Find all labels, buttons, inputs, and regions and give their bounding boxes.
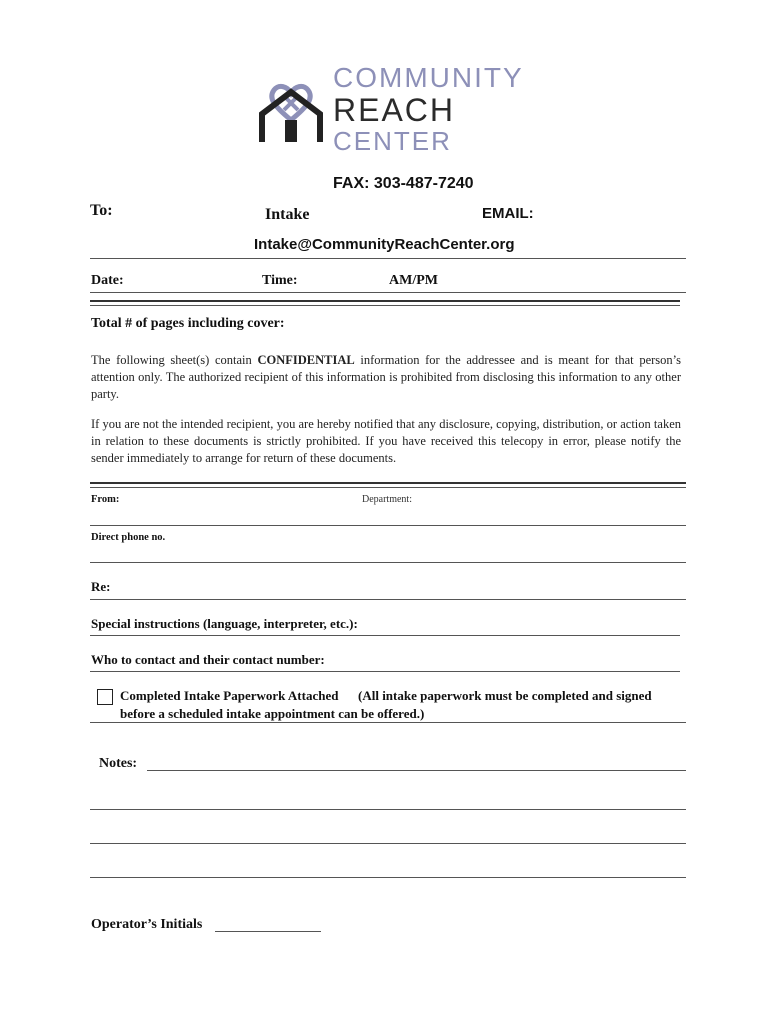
paperwork-checkbox[interactable] [97,689,113,705]
logo-line-community: COMMUNITY [333,62,524,93]
confidential-emphasis: CONFIDENTIAL [257,353,355,367]
notes-label: Notes: [99,756,138,771]
to-label: To: [90,202,113,219]
email-label: EMAIL: [482,205,534,222]
divider [90,722,686,723]
operator-initials-line[interactable] [215,931,321,932]
recipient-notice: If you are not the intended recipient, you are hereby notified that any disclosure, copying, distribution, or action taken in relation to these documents is strictly prohibited. If you have received this telecopy in error, please notify the sender immediately to arrange for return of these documents. [91,417,681,465]
contact-field-line[interactable] [90,671,680,672]
divider [90,305,680,306]
checkbox-note-continued: before a scheduled intake appointment can be offered.) [120,706,425,721]
notice-text: The following sheet(s) contain [91,353,258,367]
pages-label: Total # of pages including cover: [91,316,285,331]
special-instructions-line[interactable] [90,635,680,636]
notes-line-1[interactable] [147,770,686,771]
divider [90,482,686,484]
logo-line-center: CENTER [333,126,452,156]
divider [90,258,686,259]
notes-line-4[interactable] [90,877,686,878]
fax-number: FAX: 303-487-7240 [333,175,474,192]
checkbox-note: (All intake paperwork must be completed and signed [358,688,652,703]
time-label: Time: [262,273,298,288]
from-field-line[interactable] [90,525,686,526]
to-value: Intake [265,206,310,223]
notes-line-2[interactable] [90,809,686,810]
checkbox-label: Completed Intake Paperwork Attached [120,688,339,703]
special-instructions-label: Special instructions (language, interpreter, etc.): [91,616,358,631]
re-field-line[interactable] [90,599,686,600]
department-label: Department: [362,494,412,505]
date-label: Date: [91,273,124,288]
phone-field-line[interactable] [90,562,686,563]
operator-initials-label: Operator’s Initials [91,917,203,932]
re-label: Re: [91,579,111,594]
confidential-notice [91,352,681,403]
divider [90,487,686,488]
contact-label: Who to contact and their contact number: [91,652,325,667]
from-label: From: [91,494,120,505]
divider [90,300,680,302]
phone-label: Direct phone no. [91,532,166,543]
logo-line-reach: REACH [333,92,456,128]
ampm-label: AM/PM [389,273,438,288]
notice-text: information for the addressee and is meant for that person’s attention only. The authorized recipient of this information is prohibited from disclosing this information to any other party. [91,353,681,401]
divider [90,292,686,293]
house-heart-logo-icon [256,76,326,146]
email-value: Intake@CommunityReachCenter.org [254,236,515,253]
notes-line-3[interactable] [90,843,686,844]
